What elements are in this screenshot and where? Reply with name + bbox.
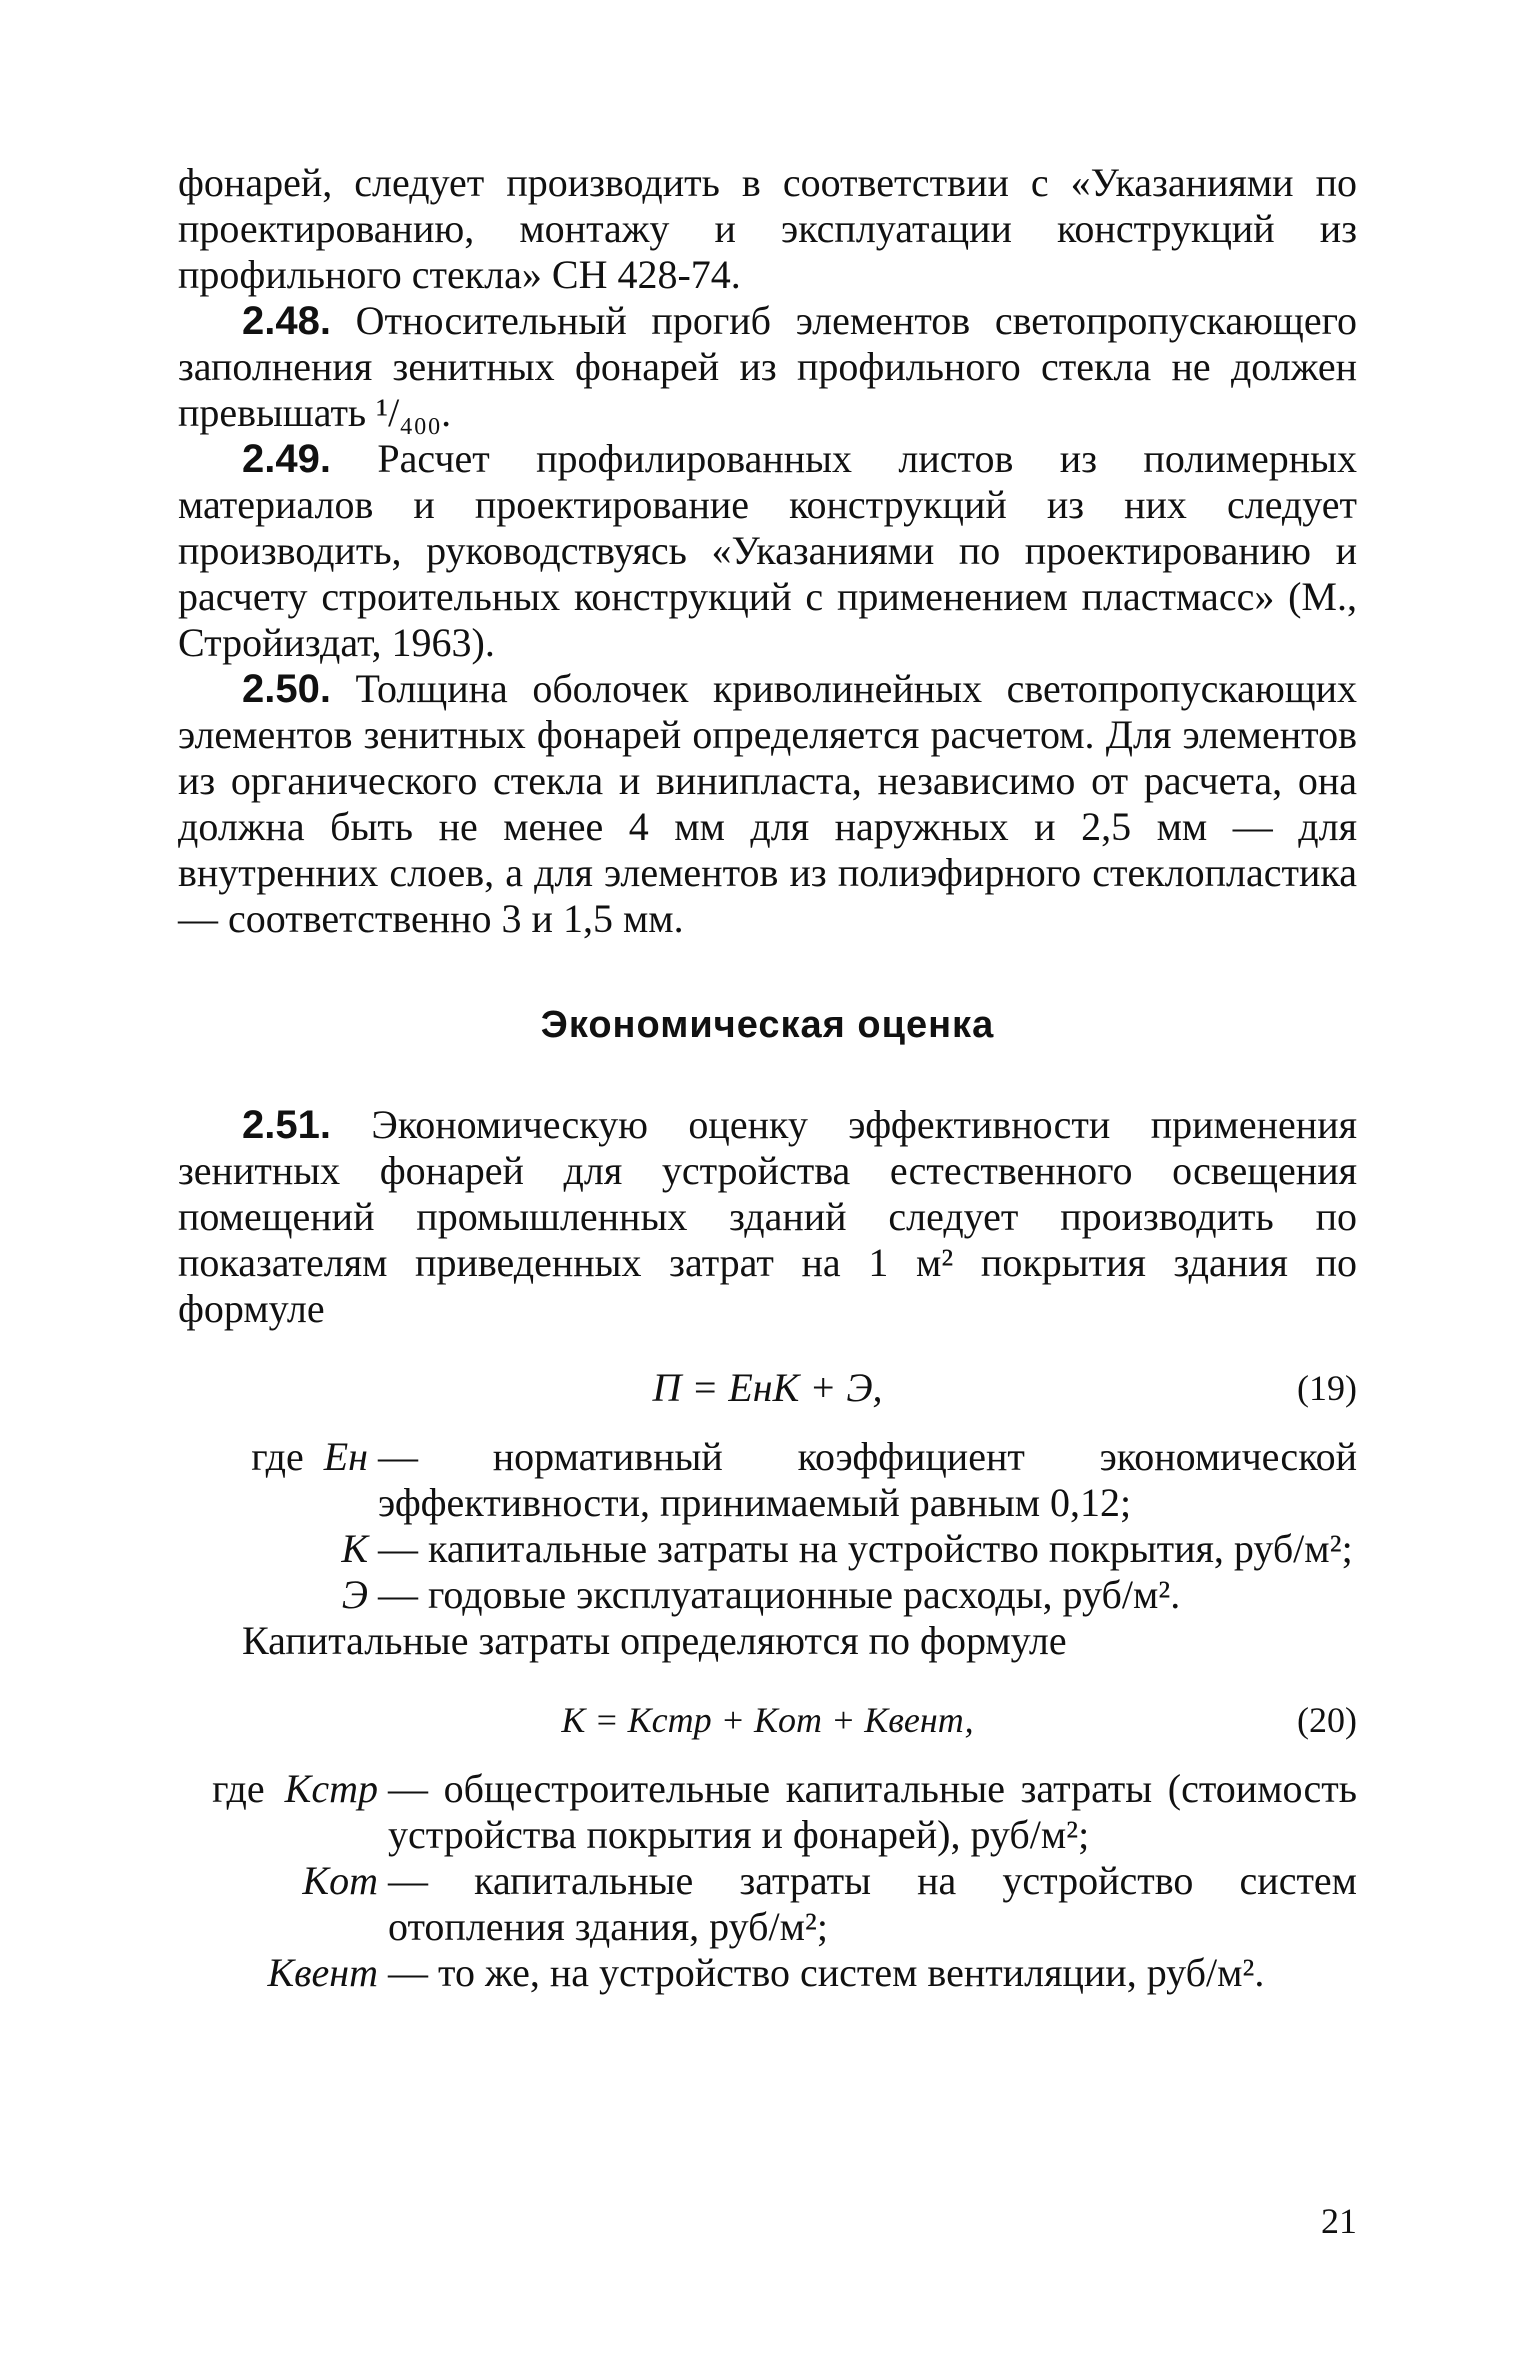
- formula-20-number: (20): [1297, 1700, 1357, 1740]
- paragraph-text: Расчет профилированных листов из полимерных материалов и проектирование конструкций из них следует производить, руководствуясь «Указаниями по проектированию и расчету строительных конструкций с применением пластмасс» (М., Стройиздат, 1963).: [178, 436, 1358, 665]
- legend-description: — годовые эксплуатационные расходы, руб/м².: [378, 1572, 1181, 1617]
- formula-20-row: [178, 1688, 1357, 1752]
- body-text: [178, 160, 1357, 1996]
- paragraph-capital-costs: [178, 1618, 1357, 1664]
- legend-symbol: [178, 1572, 368, 1618]
- legend-description: — капитальные затраты на устройство покрытия, руб/м²;: [378, 1526, 1353, 1571]
- paragraph-text: Капитальные затраты определяются по формуле: [242, 1618, 1067, 1663]
- legend-symbol: [178, 1526, 368, 1572]
- page-number: 21: [1321, 2201, 1357, 2241]
- symbol-kot: Kот: [302, 1858, 378, 1903]
- paragraph-2-49: [178, 436, 1357, 666]
- formula-19: П = EнK + Э,: [652, 1365, 883, 1410]
- paragraph-number: 2.49.: [242, 437, 331, 481]
- formula-20: K = Kстр + Kот + Kвент,: [561, 1700, 974, 1740]
- symbol-en: Eн: [323, 1434, 368, 1479]
- symbol-kvent: Kвент: [267, 1950, 378, 1995]
- section-heading: Экономическая оценка: [540, 1004, 995, 1046]
- legend-symbol: [178, 1950, 378, 1996]
- legend-symbol: [178, 1766, 378, 1858]
- legend-description: — то же, на устройство систем вентиляции, руб/м².: [388, 1950, 1265, 1995]
- where-word: где: [251, 1434, 304, 1479]
- legend-description: — общестроительные капитальные затраты (стоимость устройства покрытия и фонарей), руб/м²;: [388, 1766, 1357, 1857]
- paragraph-2-50: [178, 666, 1357, 942]
- formula-19-row: [178, 1356, 1357, 1420]
- paragraph-text: фонарей, следует производить в соответствии с «Указаниями по проектированию, монтажу и эксплуатации конструкций из профильного стекла» СН 428-74.: [178, 160, 1357, 297]
- symbol-e: Э: [341, 1572, 368, 1617]
- legend-description: — капитальные затраты на устройство систем отопления здания, руб/м²;: [388, 1858, 1357, 1949]
- where-word: где: [212, 1766, 265, 1811]
- legend-description: — нормативный коэффициент экономической эффективности, принимаемый равным 0,12;: [378, 1434, 1357, 1525]
- paragraph-number: 2.48.: [242, 299, 331, 343]
- paragraph-number: 2.50.: [242, 667, 331, 711]
- paragraph-text: Толщина оболочек криволинейных светопропускающих элементов зенитных фонарей определяется расчетом. Для элементов из органического стекла и винипласта, независимо от расчета, она должна быть не менее 4 мм для наружных и 2,5 мм — для внутренних слоев, а для элементов из полиэфирного стеклопластика — соответственно 3 и 1,5 мм.: [178, 666, 1357, 941]
- paragraph-text: Экономическую оценку эффективности применения зенитных фонарей для устройства естественного освещения помещений промышленных зданий следует производить по показателям приведенных затрат на 1 м² покрытия здания по формуле: [178, 1102, 1357, 1331]
- paragraph-number: 2.51.: [242, 1103, 331, 1147]
- legend-symbol: [178, 1434, 368, 1526]
- paragraph-continuation: [178, 160, 1357, 298]
- paragraph-2-51: [178, 1102, 1357, 1332]
- paragraph-text: Относительный прогиб элементов светопропускающего заполнения зенитных фонарей из профильного стекла не должен превышать ¹/₄₀₀.: [178, 298, 1357, 435]
- formula-19-number: (19): [1297, 1368, 1357, 1408]
- symbol-k: K: [341, 1526, 368, 1571]
- legend-formula-19: [178, 1434, 1357, 1618]
- symbol-kstr: Kстр: [284, 1766, 378, 1811]
- paragraph-2-48: [178, 298, 1357, 436]
- legend-formula-20: [178, 1766, 1357, 1996]
- legend-symbol: [178, 1858, 378, 1950]
